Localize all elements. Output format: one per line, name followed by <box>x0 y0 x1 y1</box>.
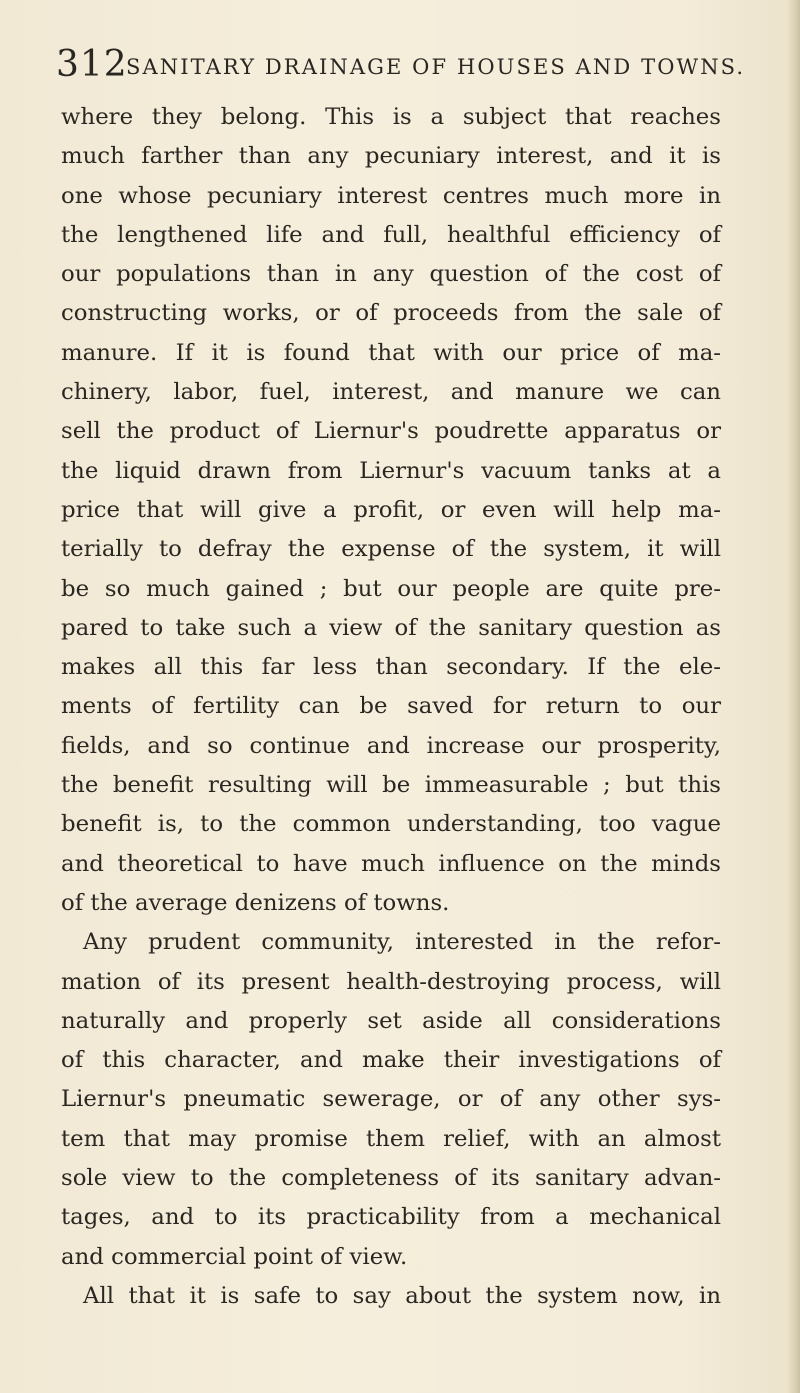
text-line: of this character, and make their investigations of <box>61 1047 721 1074</box>
text-line: terially to defray the expense of the system, it will <box>61 536 721 563</box>
text-line: mation of its present health-destroying process, will <box>61 968 721 995</box>
text-line: where they belong. This is a subject that reaches <box>61 104 721 130</box>
text-line: constructing works, or of proceeds from the sale of <box>61 300 721 327</box>
text-line: sell the product of Liernur's poudrette apparatus or <box>61 418 721 445</box>
text-line: sole view to the completeness of its sanitary advan- <box>61 1165 721 1192</box>
text-line: chinery, labor, fuel, interest, and manure we can <box>61 379 721 406</box>
text-line: Any prudent community, interested in the refor- <box>83 929 721 956</box>
text-line: the lengthened life and full, healthful efficiency of <box>61 221 721 248</box>
text-line: Liernur's pneumatic sewerage, or of any other sys- <box>61 1086 721 1113</box>
page-number: 312 <box>56 44 128 85</box>
text-line: pared to take such a view of the sanitary question as <box>61 614 721 641</box>
text-line: tages, and to its practicability from a mechanical <box>61 1204 721 1231</box>
text-line: All that it is safe to say about the system now, in <box>83 1282 721 1309</box>
page-edge-shadow <box>788 0 800 1393</box>
text-line: much farther than any pecuniary interest, and it is <box>61 143 721 170</box>
running-title: SANITARY DRAINAGE OF HOUSES AND TOWNS. <box>126 55 746 79</box>
text-line: benefit is, to the common understanding, too vague <box>61 811 721 838</box>
body-text <box>61 98 721 1316</box>
text-line: and commercial point of view. <box>61 1243 408 1270</box>
text-line: naturally and properly set aside all considerations <box>61 1007 721 1034</box>
text-line: ments of fertility can be saved for return to our <box>61 693 721 720</box>
text-line: fields, and so continue and increase our prosperity, <box>61 732 721 759</box>
text-line: manure. If it is found that with our price of ma- <box>61 339 721 366</box>
text-line: price that will give a profit, or even will help ma- <box>61 496 721 523</box>
text-line: of the average denizens of towns. <box>61 889 450 916</box>
text-line: the benefit resulting will be immeasurable ; but this <box>61 772 721 799</box>
text-line: tem that may promise them relief, with an almost <box>61 1125 721 1152</box>
text-line: the liquid drawn from Liernur's vacuum tanks at a <box>61 457 721 484</box>
text-line: be so much gained ; but our people are quite pre- <box>61 575 721 602</box>
text-line: makes all this far less than secondary. If the ele- <box>61 654 721 681</box>
text-line: our populations than in any question of the cost of <box>61 261 721 288</box>
page-header <box>56 40 756 90</box>
text-line: one whose pecuniary interest centres much more in <box>61 182 721 209</box>
text-line: and theoretical to have much influence on the minds <box>61 850 721 877</box>
